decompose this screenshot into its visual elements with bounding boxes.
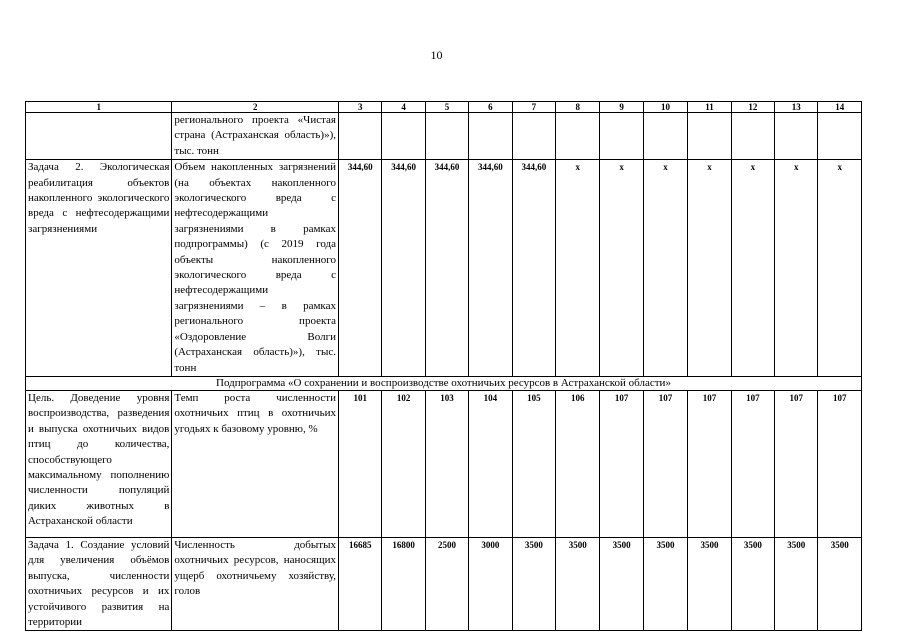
- value-cell: 107: [643, 390, 687, 537]
- value-cell: 107: [731, 390, 774, 537]
- table-row-goal: [26, 390, 862, 537]
- column-header: 12: [731, 102, 774, 113]
- column-header: 3: [338, 102, 381, 113]
- value-cell: 16800: [382, 537, 425, 630]
- column-header: 5: [425, 102, 468, 113]
- value-cell: 101: [338, 390, 381, 537]
- value-cell: х: [775, 160, 818, 377]
- value-cell: 3000: [469, 537, 512, 630]
- value-cell: 3500: [775, 537, 818, 630]
- value-cell: 3500: [512, 537, 555, 630]
- value-cell: х: [556, 160, 600, 377]
- column-header: 14: [818, 102, 862, 113]
- value-cell: 103: [425, 390, 468, 537]
- column-header: 7: [512, 102, 555, 113]
- indicator-cell: регионального проекта «Чистая страна (Астраханская область)»), тыс. тонн: [172, 113, 339, 160]
- value-cell: х: [600, 160, 643, 377]
- value-cell: 107: [600, 390, 643, 537]
- value-cell: 344,60: [469, 160, 512, 377]
- task-cell: Задача 2. Экологическая реабилитация объектов накопленного экологического вреда с нефтесодержащими загрязнениями: [26, 160, 172, 377]
- subprogram-row: [26, 376, 862, 390]
- value-cell: 107: [688, 390, 731, 537]
- value-cell: 344,60: [512, 160, 555, 377]
- value-cell: 2500: [425, 537, 468, 630]
- column-header: 8: [556, 102, 600, 113]
- value-cell: 344,60: [425, 160, 468, 377]
- goal-cell: Цель. Доведение уровня воспроизводства, разведения и выпуска охотничьих видов птиц до количества, способствующего максимальному пополнению численности популяций диких животных в Астраханской области: [26, 390, 172, 537]
- column-header: 1: [26, 102, 172, 113]
- table-row-continuation: [26, 113, 862, 160]
- value-cell: 105: [512, 390, 555, 537]
- value-cell: 107: [775, 390, 818, 537]
- task-cell: [26, 113, 172, 160]
- value-cell: 344,60: [338, 160, 381, 377]
- value-cell: х: [731, 160, 774, 377]
- column-header: 13: [775, 102, 818, 113]
- value-cell: 3500: [818, 537, 862, 630]
- column-header: 6: [469, 102, 512, 113]
- value-cell: 104: [469, 390, 512, 537]
- column-header: 9: [600, 102, 643, 113]
- value-cell: 16685: [338, 537, 381, 630]
- column-header: 10: [643, 102, 687, 113]
- value-cell: 106: [556, 390, 600, 537]
- indicators-table: [25, 101, 862, 631]
- value-cell: 3500: [556, 537, 600, 630]
- table-row-task-1: [26, 537, 862, 630]
- column-header: 4: [382, 102, 425, 113]
- page-number: 10: [430, 48, 443, 62]
- task-cell: Задача 1. Создание условий для увеличения объёмов выпуска, численности охотничьих ресурсов и их устойчивого развития на территории: [26, 537, 172, 630]
- value-cell: 3500: [731, 537, 774, 630]
- column-header: 11: [688, 102, 731, 113]
- value-cell: 3500: [688, 537, 731, 630]
- value-cell: 344,60: [382, 160, 425, 377]
- column-header: 2: [172, 102, 339, 113]
- table-header-row: [26, 102, 862, 113]
- indicator-cell: Объем накопленных загрязнений (на объектах накопленного экологического вреда с нефтесодержащими загрязнениями в рамках подпрограммы) (с 2019 года объекты накопленного экологического вреда с нефтесодержащими загрязнениями – в рамках регионального проекта «Оздоровление Волги (Астраханская область)»), тыс. тонн: [172, 160, 339, 377]
- value-cell: х: [643, 160, 687, 377]
- value-cell: х: [818, 160, 862, 377]
- indicator-cell: Численность добытых охотничьих ресурсов, наносящих ущерб охотничьему хозяйству, голов: [172, 537, 339, 630]
- table-row-task-2: [26, 160, 862, 377]
- value-cell: 3500: [600, 537, 643, 630]
- value-cell: х: [688, 160, 731, 377]
- subprogram-title: Подпрограмма «О сохранении и воспроизводстве охотничьих ресурсов в Астраханской области»: [26, 376, 862, 390]
- value-cell: 102: [382, 390, 425, 537]
- value-cell: 107: [818, 390, 862, 537]
- indicator-cell: Темп роста численности охотничьих птиц в охотничьих угодьях к базовому уровню, %: [172, 390, 339, 537]
- value-cell: 3500: [643, 537, 687, 630]
